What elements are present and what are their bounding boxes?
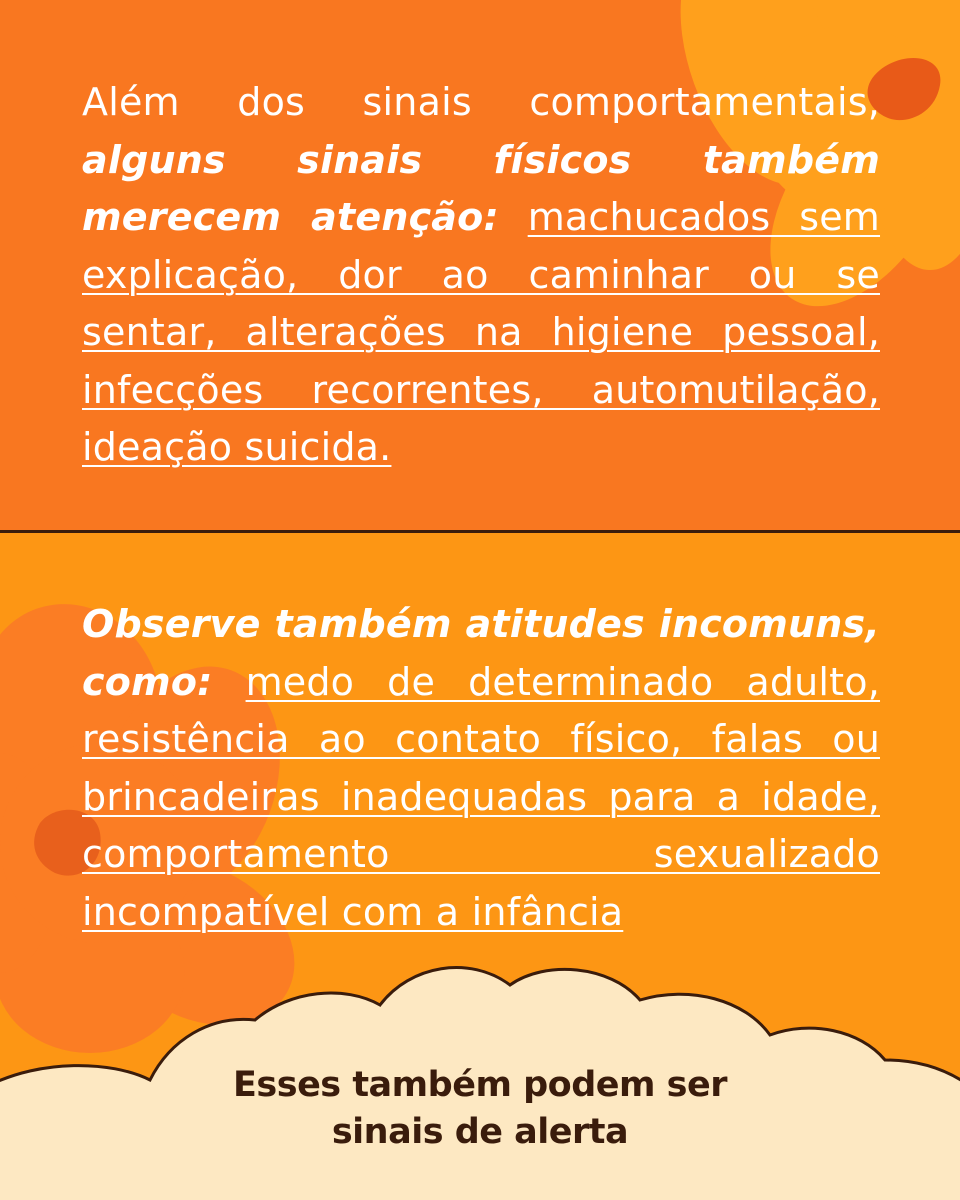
physical-signs-paragraph xyxy=(82,74,880,477)
physical-signs-list: machucados sem explicação, dor ao caminhar ou se sentar, alterações na higiene pessoal, infecções recorrentes, automutilação, ideação suicida. xyxy=(82,195,881,469)
top-section xyxy=(0,0,960,531)
behavior-signs-list: medo de determinado adulto, resistência ao contato físico, falas ou brincadeiras inadequadas para a idade, comportamento sexualizado incompatível com a infância xyxy=(82,659,881,934)
behavior-signs-heading: Observe também atitudes incomuns, como: xyxy=(82,602,880,704)
intro-text: Além dos sinais comportamentais, xyxy=(82,80,880,124)
alert-line-1: Esses também podem ser xyxy=(233,1065,727,1105)
alert-message xyxy=(180,1062,780,1156)
alert-line-2: sinais de alerta xyxy=(331,1112,629,1152)
physical-signs-heading: alguns sinais físicos também merecem atenção: xyxy=(82,137,880,239)
behavior-signs-paragraph xyxy=(82,596,880,941)
